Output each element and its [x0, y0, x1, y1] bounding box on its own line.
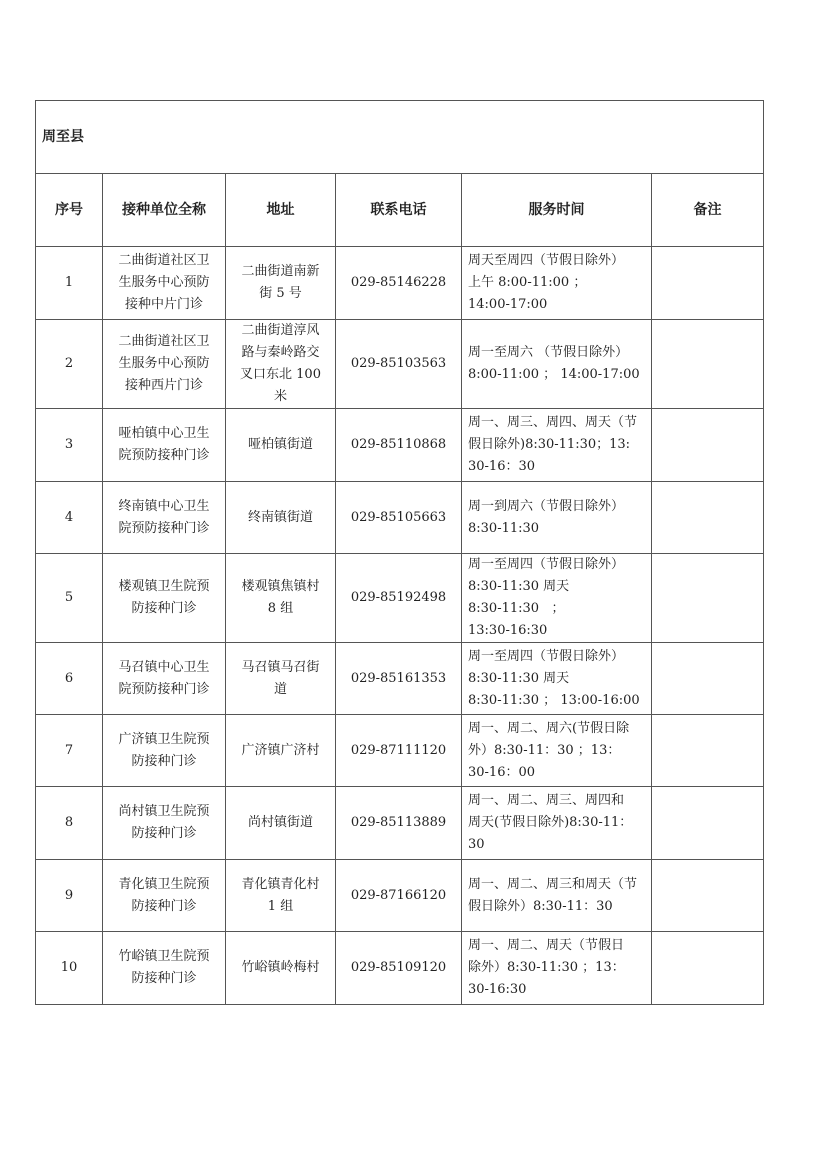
cell-phone [336, 554, 462, 643]
cell-hours-text: 周一到周六（节假日除外） 8:30-11:30 [468, 498, 625, 536]
cell-hours [462, 860, 652, 932]
cell-no-text: 4 [64, 509, 74, 525]
cell-no-text: 6 [64, 670, 74, 686]
cell-no-text: 10 [60, 960, 78, 975]
cell-address-text: 尚村镇街道 [247, 815, 313, 830]
cell-hours-text: 周一、周二、周三、周四和 周天(节假日除外)8:30-11： 30 [468, 793, 633, 852]
cell-address [226, 643, 336, 715]
cell-unit-name-text: 广济镇卫生院预 防接种门诊 [118, 731, 210, 769]
cell-hours [462, 715, 652, 787]
cell-unit-name-text: 马召镇中心卫生 院预防接种门诊 [118, 659, 210, 697]
cell-phone [336, 409, 462, 482]
cell-hours [462, 932, 652, 1005]
table-row [36, 247, 764, 320]
cell-phone-text: 029-85161353 [350, 670, 447, 686]
cell-hours-text: 周一、周二、周天（节假日 除外）8:30-11:30 ；13： 30-16:30 [468, 938, 625, 997]
cell-hours [462, 643, 652, 715]
cell-hours-text: 周一至周六 （节假日除外） 8:00-11:00 ； 14:00-17:00 [468, 345, 640, 382]
cell-hours [462, 787, 652, 860]
cell-note [652, 320, 764, 409]
cell-address-text: 马召镇马召街 道 [241, 659, 320, 697]
cell-address [226, 932, 336, 1005]
cell-hours-text: 周一、周二、周三和周天（节 假日除外）8:30-11：30 [468, 876, 638, 914]
table-row [36, 932, 764, 1005]
cell-address-text: 楼观镇焦镇村 8 组 [241, 579, 320, 616]
cell-note [652, 409, 764, 482]
cell-address [226, 320, 336, 409]
cell-phone-text: 029-85110868 [350, 437, 447, 452]
cell-hours [462, 247, 652, 320]
cell-phone [336, 482, 462, 554]
cell-no [36, 247, 103, 320]
header-row [36, 174, 764, 247]
cell-address-text: 竹峪镇岭梅村 [241, 960, 320, 975]
table-row [36, 320, 764, 409]
cell-unit-name [103, 482, 226, 554]
cell-phone [336, 715, 462, 787]
cell-phone-text: 029-85146228 [350, 275, 447, 290]
cell-no [36, 715, 103, 787]
table-row [36, 787, 764, 860]
county-title: 周至县 [36, 101, 764, 174]
header-note: 备注 [652, 174, 764, 247]
cell-address [226, 787, 336, 860]
cell-address [226, 482, 336, 554]
cell-note [652, 554, 764, 643]
cell-note [652, 860, 764, 932]
cell-phone [336, 860, 462, 932]
cell-unit-name [103, 860, 226, 932]
cell-address-text: 二曲街道淳风 路与秦岭路交 叉口东北 100 米 [240, 323, 321, 404]
table-row [36, 715, 764, 787]
cell-phone [336, 643, 462, 715]
cell-no [36, 482, 103, 554]
cell-unit-name-text: 二曲街道社区卫 生服务中心预防 接种西片门诊 [118, 334, 210, 393]
cell-no-text: 7 [64, 742, 74, 758]
cell-hours-text: 周一至周四（节假日除外） 8:30-11:30 周天 8:30-11:30 ； 13:00-16:00 [468, 648, 640, 708]
cell-address [226, 409, 336, 482]
cell-hours-text: 周天至周四（节假日除外） 上午 8:00-11:00 ； 14:00-17:00 [468, 253, 625, 312]
cell-note [652, 715, 764, 787]
cell-unit-name-text: 青化镇卫生院预 防接种门诊 [118, 876, 210, 914]
vaccination-sites-table [35, 100, 764, 1005]
cell-unit-name-text: 竹峪镇卫生院预 防接种门诊 [118, 949, 210, 986]
cell-address-text: 终南镇街道 [247, 509, 313, 525]
cell-unit-name [103, 247, 226, 320]
header-hours: 服务时间 [462, 174, 652, 247]
cell-unit-name [103, 554, 226, 643]
cell-no [36, 860, 103, 932]
cell-phone-text: 029-87111120 [350, 742, 447, 758]
table-row [36, 482, 764, 554]
header-unit-name: 接种单位全称 [103, 174, 226, 247]
table-row [36, 409, 764, 482]
table-row [36, 554, 764, 643]
cell-note [652, 787, 764, 860]
cell-no [36, 932, 103, 1005]
cell-note [652, 643, 764, 715]
table-body [36, 101, 764, 1005]
cell-address [226, 247, 336, 320]
cell-no [36, 643, 103, 715]
cell-address [226, 860, 336, 932]
table-row [36, 643, 764, 715]
cell-unit-name-text: 终南镇中心卫生 院预防接种门诊 [118, 498, 210, 536]
cell-hours [462, 554, 652, 643]
cell-note [652, 932, 764, 1005]
cell-note [652, 247, 764, 320]
cell-no-text: 8 [64, 815, 74, 830]
cell-unit-name [103, 409, 226, 482]
cell-unit-name-text: 哑柏镇中心卫生 院预防接种门诊 [118, 426, 210, 463]
cell-address-text: 广济镇广济村 [241, 742, 320, 758]
cell-hours-text: 周一、周三、周四、周天（节 假日除外)8:30-11:30；13: 30-16：30 [468, 415, 638, 474]
cell-unit-name-text: 二曲街道社区卫 生服务中心预防 接种中片门诊 [118, 253, 210, 312]
cell-hours-text: 周一、周二、周六(节假日除 外）8:30-11：30 ；13： 30-16：00 [468, 720, 630, 780]
cell-no [36, 409, 103, 482]
cell-unit-name-text: 楼观镇卫生院预 防接种门诊 [118, 579, 210, 616]
cell-phone-text: 029-85109120 [350, 960, 447, 975]
cell-address-text: 青化镇青化村 1 组 [241, 876, 320, 914]
cell-unit-name [103, 787, 226, 860]
table-row [36, 860, 764, 932]
cell-no-text: 5 [64, 590, 74, 605]
cell-address-text: 二曲街道南新 街 5 号 [241, 264, 320, 301]
cell-address [226, 715, 336, 787]
cell-unit-name [103, 643, 226, 715]
header-address: 地址 [226, 174, 336, 247]
cell-phone [336, 320, 462, 409]
cell-phone-text: 029-85105663 [350, 509, 447, 525]
cell-phone [336, 932, 462, 1005]
cell-phone-text: 029-85103563 [350, 356, 447, 371]
county-row [36, 101, 764, 174]
cell-hours [462, 482, 652, 554]
cell-hours [462, 409, 652, 482]
cell-hours-text: 周一至周四（节假日除外） 8:30-11:30 周天 8:30-11:30 ； 13:30-16:30 [468, 557, 625, 638]
cell-phone-text: 029-85113889 [350, 815, 447, 830]
cell-unit-name [103, 320, 226, 409]
cell-note [652, 482, 764, 554]
cell-no [36, 320, 103, 409]
cell-no-text: 3 [64, 437, 74, 452]
cell-no-text: 9 [64, 887, 74, 903]
cell-unit-name-text: 尚村镇卫生院预 防接种门诊 [118, 804, 210, 841]
cell-phone [336, 787, 462, 860]
cell-phone-text: 029-85192498 [350, 590, 447, 605]
cell-unit-name [103, 715, 226, 787]
cell-no [36, 554, 103, 643]
cell-address [226, 554, 336, 643]
cell-address-text: 哑柏镇街道 [247, 437, 313, 452]
cell-phone-text: 029-87166120 [350, 887, 447, 903]
header-no: 序号 [36, 174, 103, 247]
cell-no-text: 2 [64, 356, 74, 371]
cell-hours [462, 320, 652, 409]
cell-no [36, 787, 103, 860]
cell-unit-name [103, 932, 226, 1005]
cell-no-text: 1 [64, 275, 74, 290]
header-phone: 联系电话 [336, 174, 462, 247]
cell-phone [336, 247, 462, 320]
